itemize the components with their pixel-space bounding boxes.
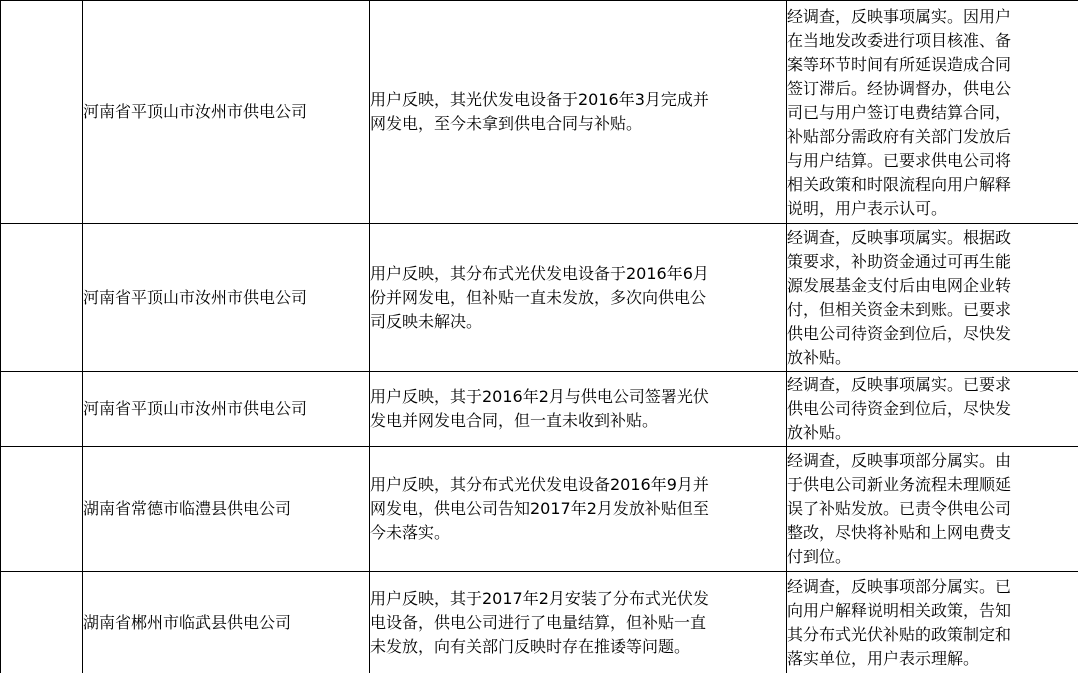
- result-line: 误了补贴发放。已责令供电公司: [787, 499, 1012, 518]
- result-cell[interactable]: [787, 372, 1078, 447]
- issue-line: 用户反映，其分布式光伏发电设备于2016年6月: [370, 263, 709, 283]
- issue-cell[interactable]: [370, 572, 787, 673]
- result-line: 落实单位，用户表示理解。: [787, 649, 980, 668]
- result-line: 策要求，补助资金通过可再生能: [787, 251, 1012, 271]
- result-line: 经调查，反映事项属实。已要求: [787, 375, 1012, 394]
- result-line: 付到位。: [787, 547, 852, 566]
- issue-line: 司反映未解决。: [370, 311, 483, 331]
- result-line: 案等环节时间有所延误造成合同: [787, 55, 1012, 74]
- result-line: 源发展基金支付后由电网企业转: [787, 275, 1012, 295]
- result-cell[interactable]: [787, 1, 1078, 224]
- issue-cell[interactable]: [370, 372, 787, 447]
- result-line: 经调查，反映事项属实。根据政: [787, 227, 1012, 247]
- result-line: 经调查，反映事项属实。因用户: [787, 7, 1012, 26]
- result-cell[interactable]: [787, 447, 1078, 572]
- index-cell[interactable]: [1, 224, 83, 372]
- result-line: 整改，尽快将补贴和上网电费支: [787, 523, 1012, 542]
- result-line: 其分布式光伏补贴的政策制定和: [787, 625, 1012, 644]
- result-line: 相关政策和时限流程向用户解释: [787, 175, 1012, 194]
- result-line: 供电公司待资金到位后，尽快发: [787, 323, 1012, 343]
- table-row: [1, 372, 1078, 447]
- result-line: 与用户结算。已要求供电公司将: [787, 151, 1012, 170]
- issue-line: 发电并网发电合同，但一直未收到补贴。: [370, 411, 659, 430]
- unit-cell[interactable]: 湖南省郴州市临武县供电公司: [83, 572, 370, 673]
- result-cell[interactable]: [787, 572, 1078, 673]
- result-line: 供电公司待资金到位后，尽快发: [787, 399, 1012, 418]
- issue-line: 未发放，向有关部门反映时存在推诿等问题。: [370, 637, 691, 656]
- index-cell[interactable]: [1, 372, 83, 447]
- result-cell[interactable]: [787, 224, 1078, 372]
- result-line: 补贴部分需政府有关部门发放后: [787, 127, 1012, 146]
- result-line: 放补贴。: [787, 347, 852, 367]
- result-line: 在当地发改委进行项目核准、备: [787, 31, 1012, 50]
- issue-cell[interactable]: [370, 1, 787, 224]
- issue-line: 网发电，至今未拿到供电合同与补贴。: [370, 114, 643, 133]
- table-row: [1, 572, 1078, 673]
- issue-line: 用户反映，其分布式光伏发电设备2016年9月并: [370, 475, 709, 494]
- unit-cell[interactable]: 河南省平顶山市汝州市供电公司: [83, 372, 370, 447]
- result-line: 经调查，反映事项部分属实。已: [787, 577, 1012, 596]
- result-line: 签订滞后。经协调督办，供电公: [787, 79, 1012, 98]
- unit-cell[interactable]: 河南省平顶山市汝州市供电公司: [83, 1, 370, 224]
- issue-cell[interactable]: [370, 447, 787, 572]
- issue-line: 今未落实。: [370, 523, 451, 542]
- index-cell[interactable]: [1, 572, 83, 673]
- unit-cell[interactable]: 河南省平顶山市汝州市供电公司: [83, 224, 370, 372]
- table-row: [1, 224, 1078, 372]
- result-line: 向用户解释说明相关政策，告知: [787, 601, 1012, 620]
- index-cell[interactable]: [1, 447, 83, 572]
- table-row: [1, 447, 1078, 572]
- issue-line: 用户反映，其于2017年2月安装了分布式光伏发: [370, 589, 709, 608]
- unit-cell[interactable]: 湖南省常德市临澧县供电公司: [83, 447, 370, 572]
- result-line: 放补贴。: [787, 423, 852, 442]
- issue-line: 网发电，供电公司告知2017年2月发放补贴但至: [370, 499, 709, 518]
- issue-line: 电设备，供电公司进行了电量结算，但补贴一直: [370, 613, 707, 632]
- issue-line: 用户反映，其于2016年2月与供电公司签署光伏: [370, 387, 709, 406]
- table-row: [1, 1, 1078, 224]
- issue-line: 份并网发电，但补贴一直未发放，多次向供电公: [370, 287, 707, 307]
- index-cell[interactable]: [1, 1, 83, 224]
- result-line: 付，但相关资金未到账。已要求: [787, 299, 1012, 319]
- issue-line: 用户反映，其光伏发电设备于2016年3月完成并: [370, 90, 709, 109]
- result-line: 于供电公司新业务流程未理顺延: [787, 475, 1012, 494]
- result-line: 说明，用户表示认可。: [787, 199, 948, 218]
- result-line: 司已与用户签订电费结算合同，: [787, 103, 1012, 122]
- issue-cell[interactable]: [370, 224, 787, 372]
- result-line: 经调查，反映事项部分属实。由: [787, 451, 1012, 470]
